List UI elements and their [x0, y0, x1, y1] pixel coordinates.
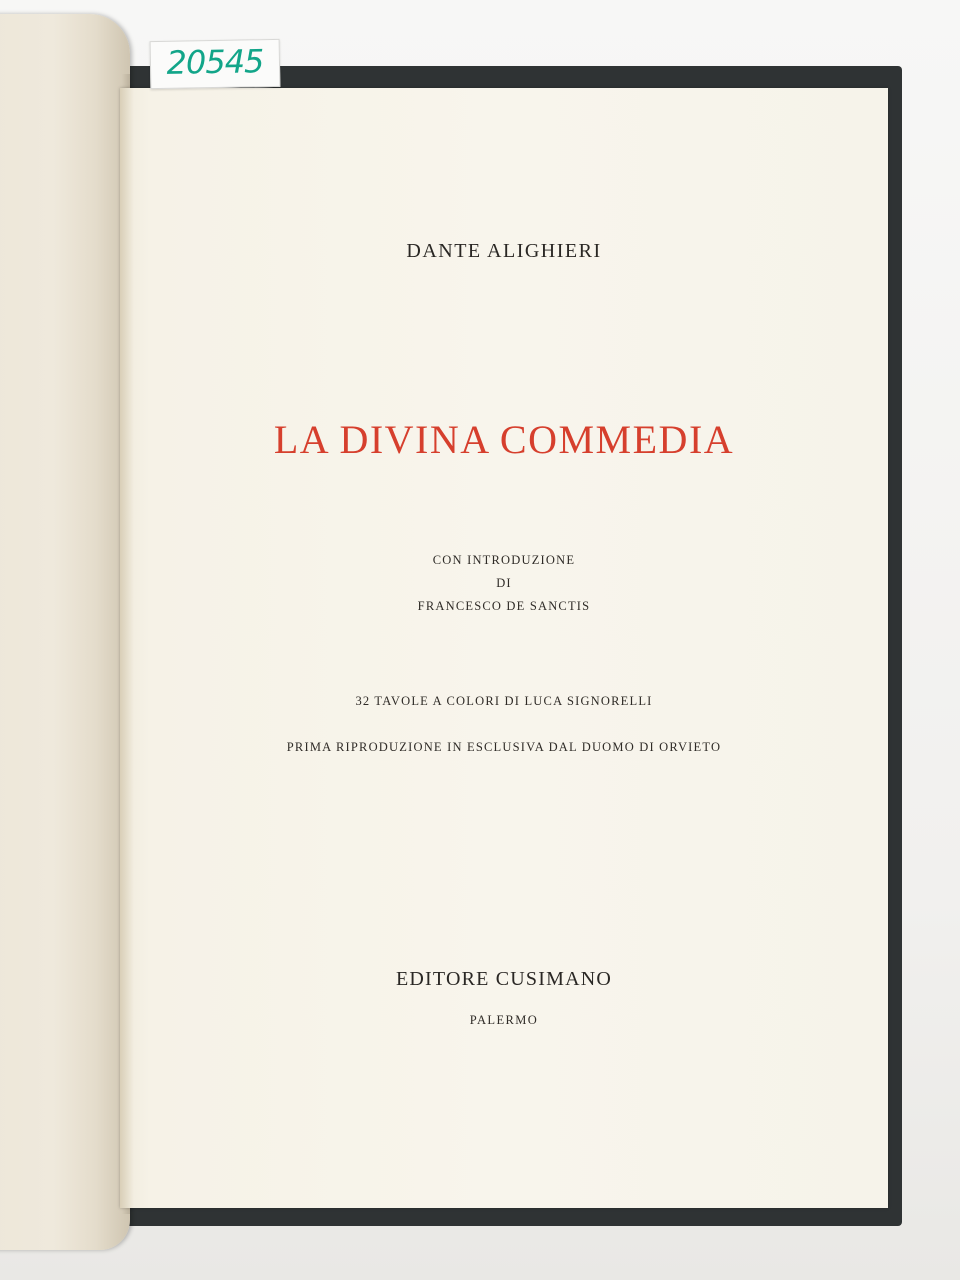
- introduction-by-line: DI: [496, 576, 512, 590]
- book-title: LA DIVINA COMMEDIA: [273, 417, 735, 462]
- introduction-line: CON INTRODUZIONE: [432, 553, 576, 567]
- title-page: [120, 88, 888, 1208]
- author-name: DANTE ALIGHIERI: [406, 240, 602, 262]
- publisher-name: EDITORE CUSIMANO: [395, 968, 613, 990]
- publisher-city: PALERMO: [469, 1013, 539, 1027]
- inventory-number: 20545: [166, 42, 264, 82]
- reproduction-note: PRIMA RIPRODUZIONE IN ESCLUSIVA DAL DUOMO DI ORVIETO: [286, 740, 722, 754]
- left-page: [0, 14, 130, 1250]
- inventory-sticker: [150, 39, 281, 89]
- plates-note: 32 TAVOLE A COLORI DI LUCA SIGNORELLI: [355, 694, 653, 708]
- introduction-author: FRANCESCO DE SANCTIS: [417, 599, 591, 613]
